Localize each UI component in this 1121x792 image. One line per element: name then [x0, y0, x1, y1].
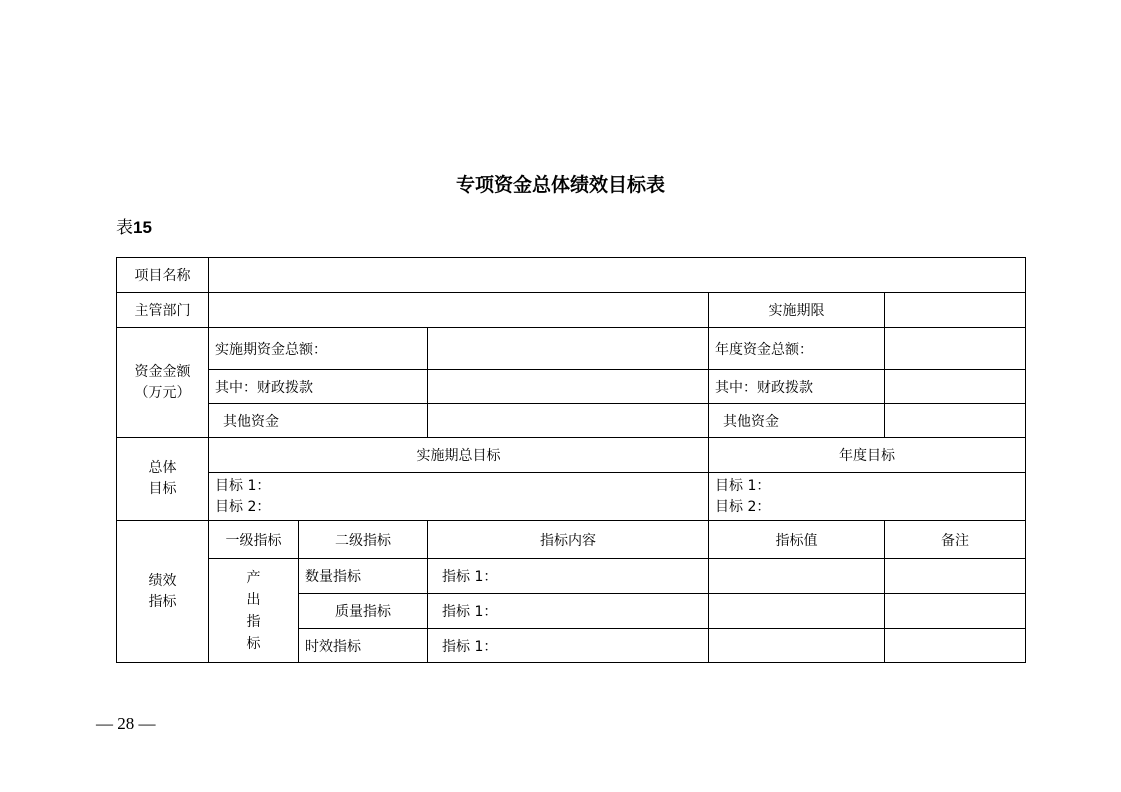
- quality-indicator-label: 质量指标: [299, 594, 428, 629]
- table-row: [117, 559, 1026, 594]
- indicator-note-field[interactable]: [885, 629, 1026, 663]
- overall-goal-line2: 目标: [148, 481, 177, 497]
- annual-goals-cell[interactable]: [709, 473, 1026, 521]
- period-goal-header: 实施期总目标: [209, 438, 709, 473]
- fiscal-right-field[interactable]: [885, 370, 1026, 404]
- perf-indicator-line2: 指标: [148, 593, 177, 610]
- total-funds-year-label: 年度资金总额：: [709, 328, 885, 370]
- page-number: — 28 —: [96, 714, 156, 733]
- goal-2-right: 目标 2：: [715, 498, 771, 515]
- funds-label-line1: 资金金额: [134, 363, 191, 380]
- project-name-label: 项目名称: [117, 258, 209, 293]
- performance-goal-table: [116, 257, 1026, 663]
- indicator-value-field[interactable]: [709, 594, 885, 629]
- table-row: [117, 328, 1026, 370]
- table-row: [117, 258, 1026, 293]
- other-left-label: 其他资金: [209, 404, 428, 438]
- page-title: 专项资金总体绩效目标表: [455, 174, 665, 196]
- period-label: 实施期限: [709, 293, 885, 328]
- table-row: [117, 404, 1026, 438]
- fiscal-left-label: 其中：财政拨款: [209, 370, 428, 404]
- table-row: [117, 370, 1026, 404]
- indicator-value-field[interactable]: [709, 559, 885, 594]
- project-name-field[interactable]: [209, 258, 1026, 293]
- indicator-content-cell[interactable]: 指标 1：: [428, 559, 709, 594]
- fiscal-right-label: 其中：财政拨款: [709, 370, 885, 404]
- table-row: [117, 521, 1026, 559]
- period-field[interactable]: [885, 293, 1026, 328]
- total-funds-period-label: 实施期资金总额：: [209, 328, 428, 370]
- lvl1-header: 一级指标: [209, 521, 299, 559]
- other-right-label: 其他资金: [709, 404, 885, 438]
- funds-label: [117, 328, 209, 438]
- table-label-prefix: 表: [116, 218, 133, 238]
- perf-indicator-label: [117, 521, 209, 663]
- goal-2-left: 目标 2：: [215, 498, 271, 515]
- indicator-note-field[interactable]: [885, 594, 1026, 629]
- dept-label: 主管部门: [117, 293, 209, 328]
- perf-indicator-line1: 绩效: [148, 572, 177, 589]
- dept-field[interactable]: [209, 293, 709, 328]
- lvl2-header: 二级指标: [299, 521, 428, 559]
- goal-1-right: 目标 1：: [715, 477, 771, 494]
- timeliness-indicator-label: 时效指标: [299, 629, 428, 663]
- output-char: 标: [246, 635, 261, 652]
- other-right-field[interactable]: [885, 404, 1026, 438]
- indicator-value-field[interactable]: [709, 629, 885, 663]
- overall-goal-label: [117, 438, 209, 521]
- table-label: [116, 213, 152, 238]
- quantity-indicator-label: 数量指标: [299, 559, 428, 594]
- note-header: 备注: [885, 521, 1026, 559]
- table-row: [117, 438, 1026, 473]
- other-left-field[interactable]: [428, 404, 709, 438]
- output-indicator-label: [209, 559, 299, 663]
- indicator-note-field[interactable]: [885, 559, 1026, 594]
- output-char: 出: [246, 591, 261, 608]
- table-label-number: 15: [133, 218, 152, 237]
- total-funds-year-field[interactable]: [885, 328, 1026, 370]
- funds-label-line2: （万元）: [134, 384, 191, 401]
- annual-goal-header: 年度目标: [709, 438, 1026, 473]
- indicator-content-cell[interactable]: 指标 1：: [428, 594, 709, 629]
- table-row: [117, 293, 1026, 328]
- output-char: 产: [246, 569, 261, 586]
- overall-goal-line1: 总体: [148, 460, 177, 476]
- period-goals-cell[interactable]: [209, 473, 709, 521]
- total-funds-period-field[interactable]: [428, 328, 709, 370]
- indicator-content-cell[interactable]: 指标 1：: [428, 629, 709, 663]
- table-row: [117, 473, 1026, 521]
- output-char: 指: [246, 613, 261, 630]
- fiscal-left-field[interactable]: [428, 370, 709, 404]
- content-header: 指标内容: [428, 521, 709, 559]
- value-header: 指标值: [709, 521, 885, 559]
- goal-1-left: 目标 1：: [215, 477, 271, 494]
